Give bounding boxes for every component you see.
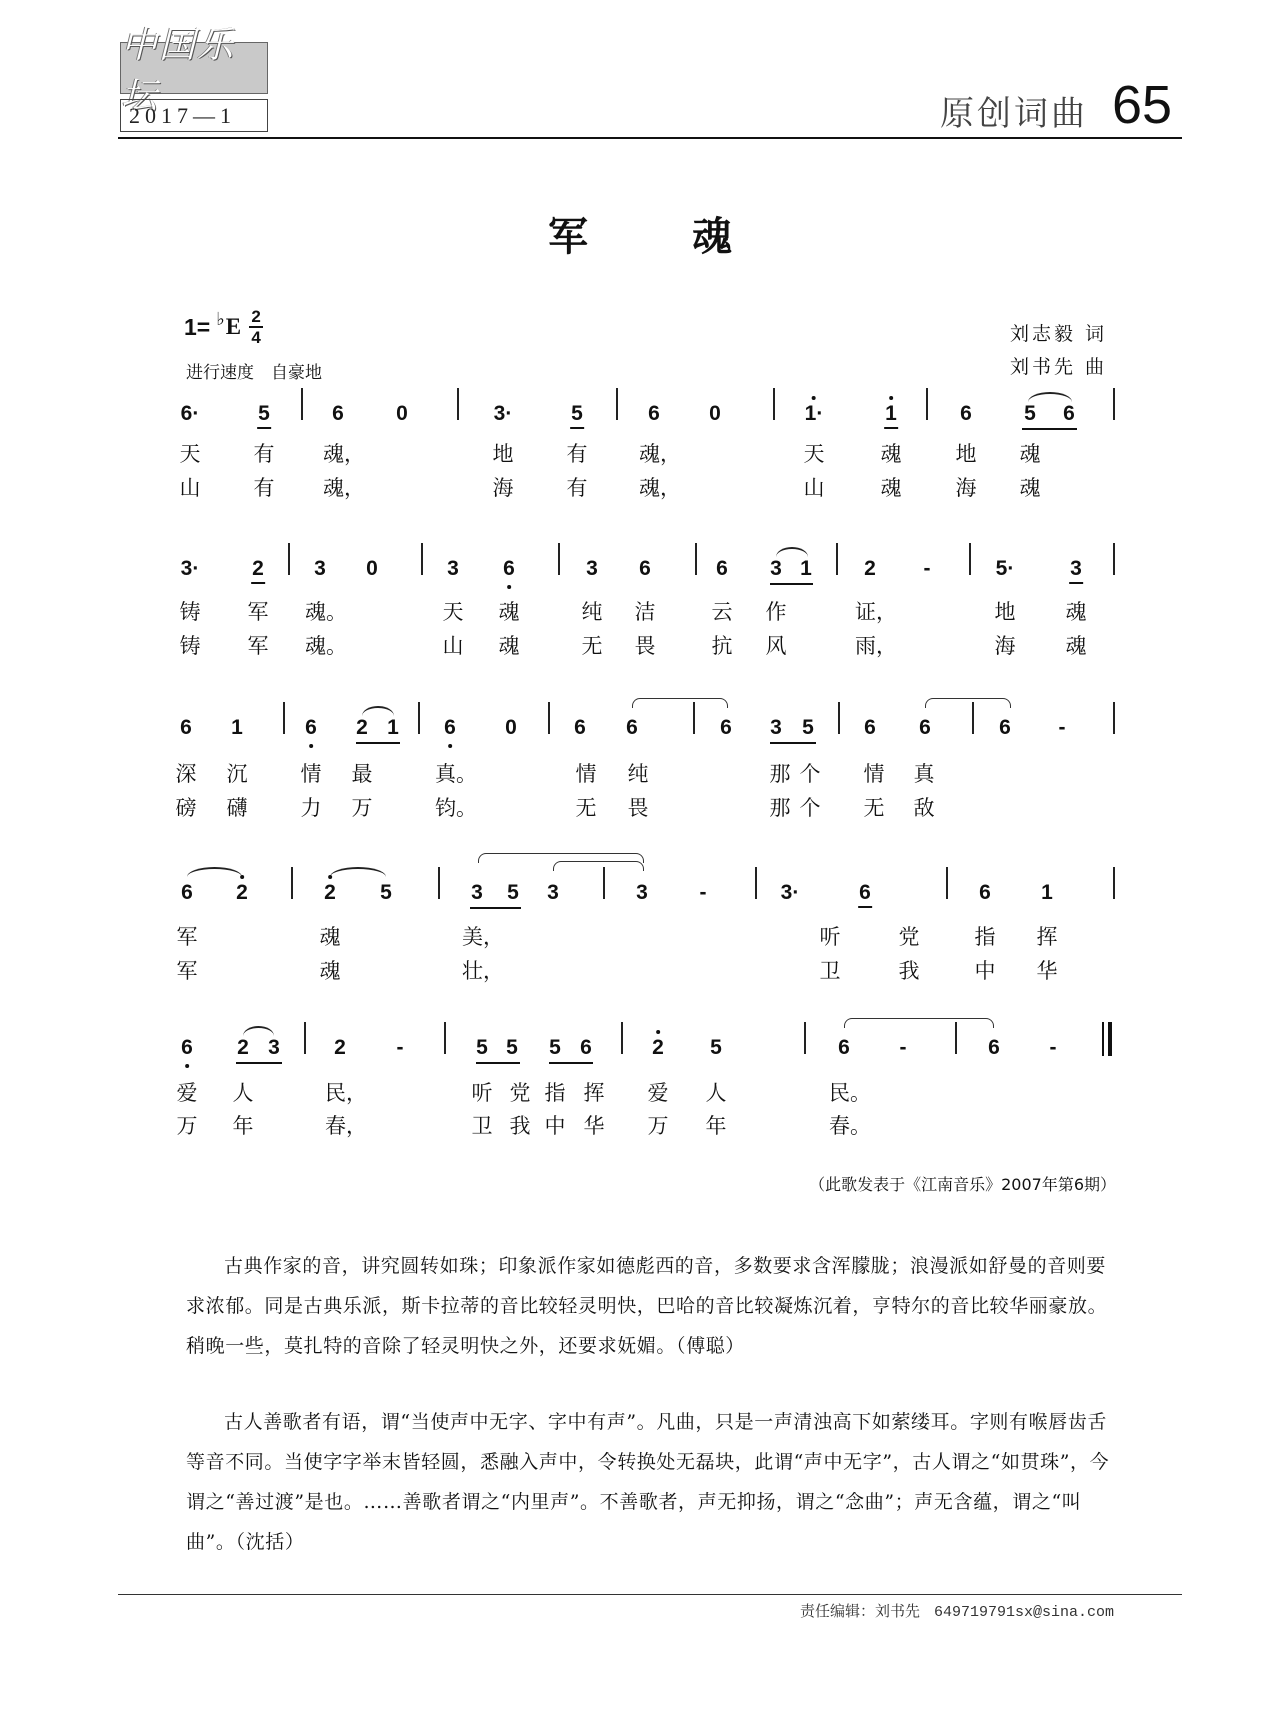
- lyric: 魂，: [323, 476, 365, 500]
- tie: [632, 698, 728, 708]
- time-sig-bottom: 4: [251, 328, 261, 347]
- underline: [356, 742, 400, 744]
- lyric: 抗: [711, 634, 733, 658]
- composer: 刘书先 曲: [1010, 356, 1108, 378]
- lyric: 美，: [462, 925, 504, 949]
- lyric: 情: [863, 762, 885, 786]
- lyric: 华: [583, 1114, 605, 1138]
- underline: [236, 1062, 282, 1064]
- note: 5: [476, 1036, 488, 1059]
- lyric: 礴: [226, 796, 248, 820]
- lyric: 洁: [634, 600, 656, 624]
- note: 2: [237, 1036, 249, 1059]
- lyric: 壮，: [462, 959, 504, 983]
- lyric: 真。: [435, 762, 477, 786]
- barline: [926, 388, 928, 420]
- editor-email: 649719791sx@sina.com: [934, 1604, 1115, 1621]
- note: 6: [580, 1036, 592, 1059]
- lyric: 有: [253, 476, 275, 500]
- lyric: 无: [575, 796, 597, 820]
- lyric: 挥: [583, 1081, 605, 1105]
- lyric: 情: [300, 762, 322, 786]
- quote-paragraph-fu-cong: [186, 1246, 1116, 1366]
- slur: [776, 547, 808, 557]
- lyric: 铸: [179, 634, 201, 658]
- lyric: 中: [544, 1114, 566, 1138]
- lyric: 魂: [1065, 600, 1087, 624]
- barline: [836, 543, 838, 575]
- footer-editor: [800, 1600, 1114, 1621]
- barline: [773, 388, 775, 420]
- note: 6: [999, 716, 1011, 739]
- underline: [770, 583, 813, 585]
- slur: [362, 706, 394, 716]
- barline: [283, 702, 285, 734]
- note: -: [1058, 716, 1066, 739]
- lyric: 最: [351, 762, 373, 786]
- note: 6: [838, 1036, 850, 1059]
- lyric: 魂，: [323, 442, 365, 466]
- lyric: 党: [898, 925, 920, 949]
- lyric: 指: [974, 925, 996, 949]
- note: 6: [639, 557, 651, 580]
- note: 3: [471, 881, 483, 904]
- tempo-marking: 进行速度 自豪地: [186, 363, 322, 383]
- barline: [558, 543, 560, 575]
- lyric: 地: [492, 442, 514, 466]
- note: 6: [720, 716, 732, 739]
- barline: [291, 867, 293, 899]
- lyric: 魂，: [639, 476, 681, 500]
- lyric: 有: [566, 476, 588, 500]
- lyric: 那: [769, 762, 791, 786]
- barline: [288, 543, 290, 575]
- lyric: 魂: [1019, 442, 1041, 466]
- lyric: 海: [994, 634, 1016, 658]
- lyric: 卫: [471, 1114, 493, 1138]
- lyric: 铸: [179, 600, 201, 624]
- barline: [1113, 702, 1115, 734]
- note: 1: [231, 716, 243, 739]
- lyric: 魂: [880, 442, 902, 466]
- lyric: 万: [176, 1114, 198, 1138]
- lyric: 有: [253, 442, 275, 466]
- note: 5: [380, 881, 392, 904]
- note: 3: [770, 716, 782, 739]
- barline: [421, 543, 423, 575]
- lyric: 那: [769, 796, 791, 820]
- lyric: 钧。: [435, 796, 477, 820]
- note: 5: [710, 1036, 722, 1059]
- key-label: 1=: [184, 313, 211, 340]
- quote-paragraph-shen-kuo: [186, 1402, 1116, 1562]
- barline: [1113, 388, 1115, 420]
- barline: [457, 388, 459, 420]
- lyric: 天: [442, 600, 464, 624]
- lyric: 爱: [176, 1081, 198, 1105]
- note: 3: [636, 881, 648, 904]
- note: 3: [586, 557, 598, 580]
- underline: [470, 907, 521, 909]
- note: 0: [709, 402, 721, 425]
- note: 3: [447, 557, 459, 580]
- note: 5: [507, 881, 519, 904]
- key-note: E: [225, 314, 242, 339]
- barline: [1113, 867, 1115, 899]
- paragraph-text: 古人善歌者有语，谓“当使声中无字、字中有声”。凡曲，只是一声清浊高下如萦缕耳。字则有喉唇齿舌等音不同。当使字字举末皆轻圆，悉融入声中，令转换处无磊块，此谓“声中无字”，古人谓之“如贯珠”，今谓之“善过渡”是也。……善歌者谓之“内里声”。不善歌者，声无抑扬，谓之“念曲”；声无含蕴，谓之“叫曲”。（沈括）: [186, 1411, 1110, 1553]
- barline: [548, 702, 550, 734]
- note: 6·: [180, 402, 200, 425]
- lyric: 听: [819, 925, 841, 949]
- barline: [695, 543, 697, 575]
- lyric: 情: [575, 762, 597, 786]
- lyric: 爱: [647, 1081, 669, 1105]
- note: 5: [571, 402, 583, 425]
- lyric: 人: [705, 1081, 727, 1105]
- note: 6: [979, 881, 991, 904]
- lyric: 沉: [226, 762, 248, 786]
- barline: [693, 702, 695, 734]
- barline: [946, 867, 948, 899]
- lyric: 军: [176, 959, 198, 983]
- lyric: 万: [351, 796, 373, 820]
- note: -: [699, 881, 707, 904]
- tie: [925, 698, 1011, 708]
- time-sig-top: 2: [251, 307, 261, 326]
- note: 6: [626, 716, 638, 739]
- note: 6: [864, 716, 876, 739]
- header-divider: [118, 137, 1182, 139]
- lyric: 魂: [498, 634, 520, 658]
- barline: [955, 1022, 957, 1054]
- barline: [418, 702, 420, 734]
- note: 6: [859, 881, 871, 904]
- key-signature: [184, 308, 263, 346]
- lyric: 春。: [829, 1114, 871, 1138]
- lyric: 无: [863, 796, 885, 820]
- note: 3: [268, 1036, 280, 1059]
- lyric: 海: [955, 476, 977, 500]
- note: 6: [574, 716, 586, 739]
- lyric: 军: [247, 600, 269, 624]
- lyric: 天: [179, 442, 201, 466]
- note: 6: [919, 716, 931, 739]
- lyric: 无: [581, 634, 603, 658]
- magazine-logo: 中国乐坛: [120, 42, 268, 94]
- lyric: 畏: [627, 796, 649, 820]
- lyric: 深: [175, 762, 197, 786]
- tie: [553, 861, 644, 871]
- lyric: 魂。: [305, 634, 347, 658]
- note: 5: [258, 402, 270, 425]
- note: 6: [444, 716, 456, 739]
- underline: [1022, 428, 1077, 430]
- lyric: 敌: [913, 796, 935, 820]
- lyric: 万: [647, 1114, 669, 1138]
- note: 3·: [180, 557, 200, 580]
- section-title: 原创词曲: [940, 94, 1088, 134]
- lyric: 雨，: [855, 634, 897, 658]
- lyric: 魂: [498, 600, 520, 624]
- lyric: 人: [232, 1081, 254, 1105]
- lyric: 民。: [829, 1081, 871, 1105]
- note: 2: [864, 557, 876, 580]
- song-title: [0, 205, 1280, 262]
- lyric: 山: [179, 476, 201, 500]
- lyric: 年: [705, 1114, 727, 1138]
- lyric: 山: [442, 634, 464, 658]
- note: 6: [960, 402, 972, 425]
- lyric: 地: [955, 442, 977, 466]
- lyric: 风: [765, 634, 787, 658]
- barline: [304, 1022, 306, 1054]
- note: 6: [716, 557, 728, 580]
- flat-icon: ♭: [216, 308, 225, 329]
- barline: [621, 1022, 623, 1054]
- lyric: 挥: [1036, 925, 1058, 949]
- lyric: 年: [232, 1114, 254, 1138]
- note: 2: [236, 881, 248, 904]
- note: 5: [549, 1036, 561, 1059]
- lyric: 民，: [325, 1081, 367, 1105]
- lyric: 中: [974, 959, 996, 983]
- title-char: 魂: [692, 213, 732, 260]
- lyric: 我: [898, 959, 920, 983]
- note: 6: [305, 716, 317, 739]
- slur: [330, 867, 386, 877]
- barline: [444, 1022, 446, 1054]
- note: 1: [800, 557, 812, 580]
- note: 5·: [995, 557, 1015, 580]
- note: 0: [505, 716, 517, 739]
- note: 0: [366, 557, 378, 580]
- title-char: 军: [548, 213, 588, 260]
- page-number: 65: [1112, 75, 1173, 135]
- lyric: 有: [566, 442, 588, 466]
- lyric: 证，: [855, 600, 897, 624]
- lyric: 地: [994, 600, 1016, 624]
- barline: [301, 388, 303, 420]
- barline: [755, 867, 757, 899]
- lyric: 魂: [319, 959, 341, 983]
- note: 5: [506, 1036, 518, 1059]
- slur: [1028, 392, 1072, 402]
- underline: [770, 742, 816, 744]
- note: 6: [180, 716, 192, 739]
- barline: [804, 1022, 806, 1054]
- note: 0: [396, 402, 408, 425]
- lyric: 听: [471, 1081, 493, 1105]
- lyric: 纯: [581, 600, 603, 624]
- note: 2: [652, 1036, 664, 1059]
- barline: [603, 867, 605, 899]
- lyric: 指: [544, 1081, 566, 1105]
- underline: [549, 1062, 593, 1064]
- note: -: [899, 1036, 907, 1059]
- note: 5: [802, 716, 814, 739]
- barline: [1113, 543, 1115, 575]
- lyric: 魂，: [639, 442, 681, 466]
- slur: [243, 1026, 274, 1036]
- barline: [616, 388, 618, 420]
- note: 2: [324, 881, 336, 904]
- note: 6: [988, 1036, 1000, 1059]
- barline: [838, 702, 840, 734]
- note: 1: [1041, 881, 1053, 904]
- note: 2: [334, 1036, 346, 1059]
- lyric: 磅: [175, 796, 197, 820]
- note: 3: [1070, 557, 1082, 580]
- note: 1: [885, 402, 897, 425]
- tie: [844, 1018, 994, 1028]
- barline: [969, 543, 971, 575]
- note: 6: [648, 402, 660, 425]
- note: 3: [547, 881, 559, 904]
- note: 6: [332, 402, 344, 425]
- lyric: 华: [1036, 959, 1058, 983]
- note: 2: [356, 716, 368, 739]
- editor-name: 责任编辑：刘书先: [800, 1602, 921, 1620]
- note: 2: [252, 557, 264, 580]
- lyric: 纯: [627, 762, 649, 786]
- note: 3: [770, 557, 782, 580]
- barline: [972, 702, 974, 734]
- lyric: 卫: [819, 959, 841, 983]
- lyric: 党: [509, 1081, 531, 1105]
- time-signature: [249, 308, 263, 346]
- lyric: 山: [803, 476, 825, 500]
- lyric: 春，: [325, 1114, 367, 1138]
- lyric: 海: [492, 476, 514, 500]
- note: 3·: [780, 881, 800, 904]
- note: 3: [314, 557, 326, 580]
- lyric: 魂: [880, 476, 902, 500]
- note: 3·: [493, 402, 513, 425]
- note: -: [923, 557, 931, 580]
- note: 6: [503, 557, 515, 580]
- lyric: 军: [176, 925, 198, 949]
- lyric: 魂: [319, 925, 341, 949]
- lyric: 魂: [1065, 634, 1087, 658]
- note: 5: [1024, 402, 1036, 425]
- note: 6: [181, 881, 193, 904]
- note: -: [396, 1036, 404, 1059]
- lyric: 天: [803, 442, 825, 466]
- note: 1: [387, 716, 399, 739]
- lyric: 云: [711, 600, 733, 624]
- note: 6: [181, 1036, 193, 1059]
- footer-divider: [118, 1594, 1182, 1595]
- barline: [438, 867, 440, 899]
- slur: [187, 867, 242, 877]
- lyric: 力: [300, 796, 322, 820]
- lyric: 畏: [634, 634, 656, 658]
- lyric: 作: [765, 600, 787, 624]
- lyric: 魂: [1019, 476, 1041, 500]
- lyric: 我: [509, 1114, 531, 1138]
- paragraph-text: 古典作家的音，讲究圆转如珠；印象派作家如德彪西的音，多数要求含浑朦胧；浪漫派如舒曼的音则要求浓郁。同是古典乐派，斯卡拉蒂的音比较轻灵明快，巴哈的音比较凝炼沉着，亨特尔的音比较华丽豪放。稍晚一些，莫扎特的音除了轻灵明快之外，还要求妩媚。（傅聪）: [186, 1255, 1108, 1357]
- lyric: 军: [247, 634, 269, 658]
- lyric: 个: [799, 796, 821, 820]
- note: -: [1049, 1036, 1057, 1059]
- lyric: 魂。: [305, 600, 347, 624]
- song-credits: [1010, 318, 1107, 384]
- lyric: 个: [799, 762, 821, 786]
- issue-number: 2017—1: [120, 99, 268, 132]
- note: 6: [1063, 402, 1075, 425]
- note: 1·: [804, 402, 824, 425]
- lyric: 真: [913, 762, 935, 786]
- underline: [476, 1062, 520, 1064]
- publication-source-note: （此歌发表于《江南音乐》2007年第6期）: [809, 1175, 1116, 1194]
- lyricist: 刘志毅 词: [1010, 323, 1108, 345]
